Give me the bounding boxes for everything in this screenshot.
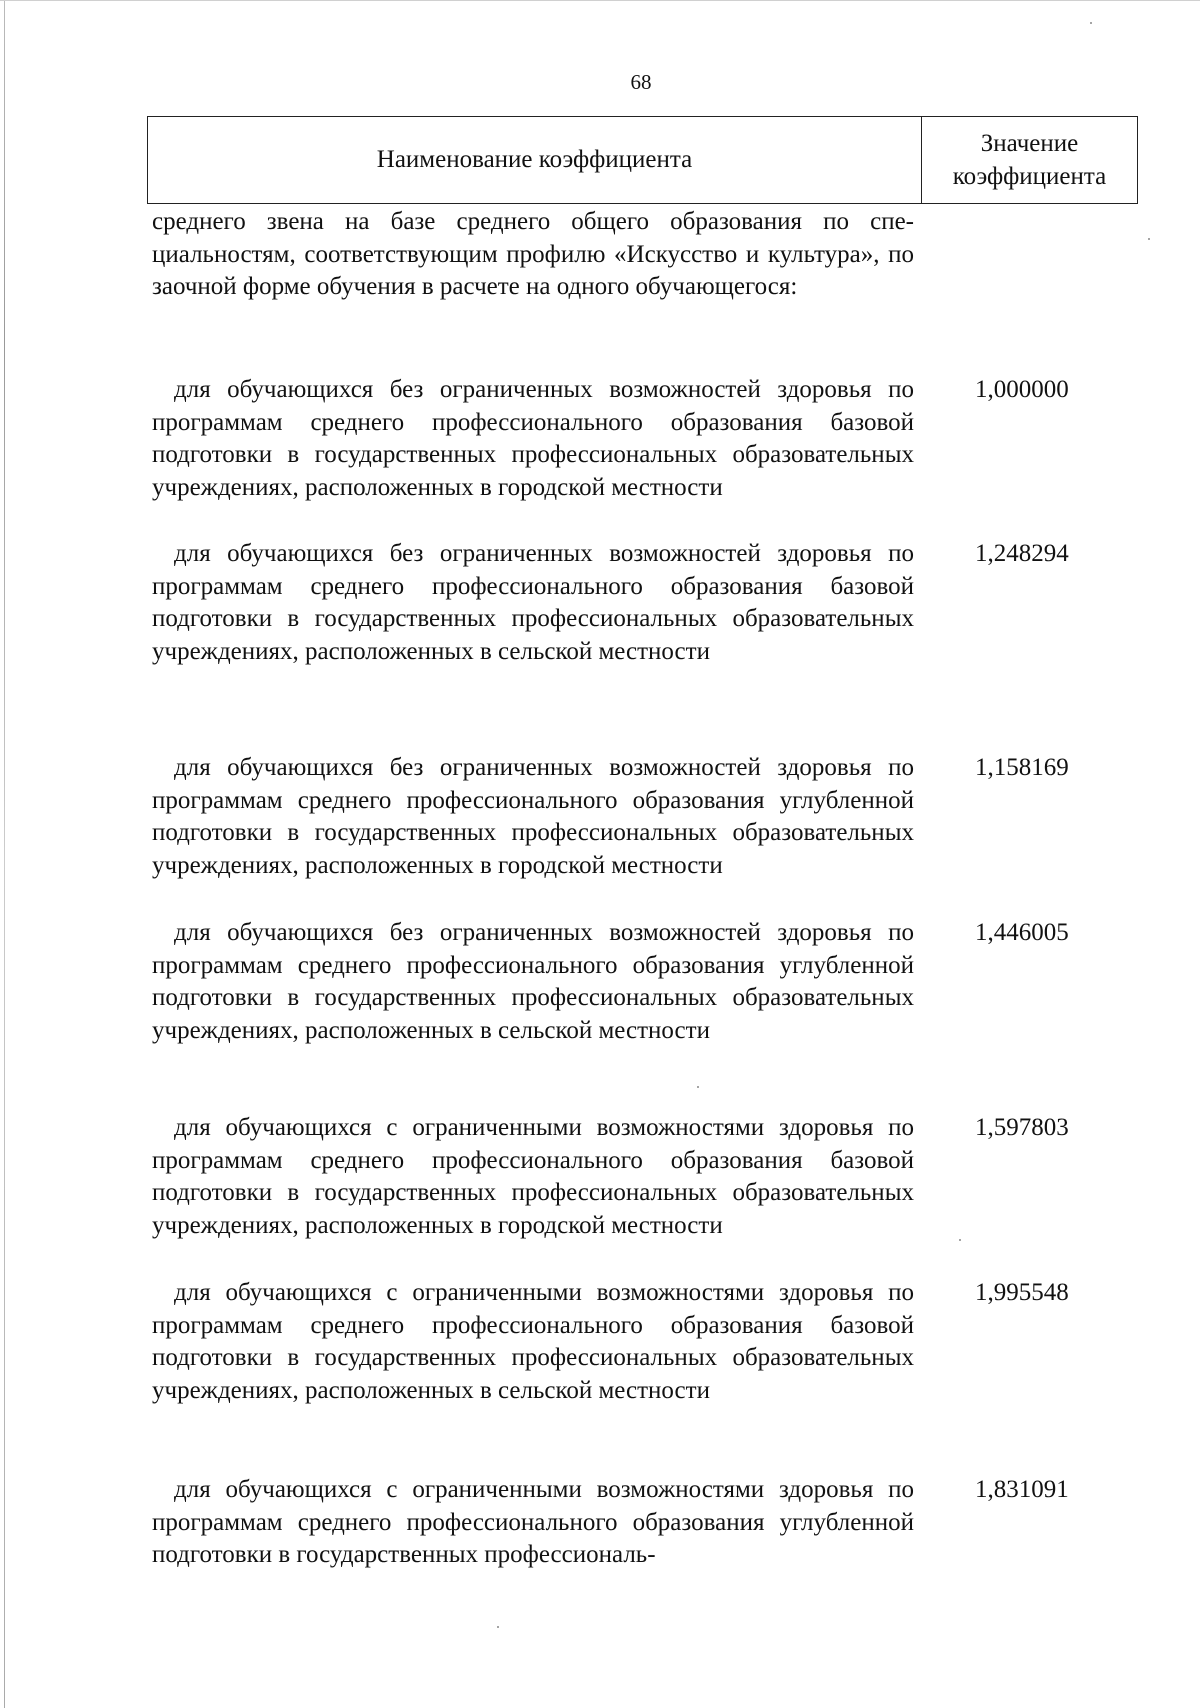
- coefficient-value-7: 1,831091: [975, 1476, 1069, 1503]
- scan-speck: [497, 1626, 499, 1628]
- coefficient-value-1: 1,000000: [975, 376, 1069, 403]
- coefficient-value-2: 1,248294: [975, 540, 1069, 567]
- scan-speck: [1148, 238, 1150, 240]
- scan-edge-top: [0, 0, 1200, 1]
- coefficient-description-2: для обучающихся без ограниченных возможностей здоровья по программам среднего профессионального образования базовой подготовки в государственных профессиональных образовательных учреждениях, расположенных в сельской местности: [152, 540, 914, 665]
- coefficient-description-6: для обучающихся с ограниченными возможностями здоровья по программам среднего профессионального образования базовой подготовки в государственных профессиональных образовательных учреждениях, расположенных в сельской местности: [152, 1279, 914, 1404]
- coefficient-description-4: для обучающихся без ограниченных возможностей здоровья по программам среднего профессионального образования углубленной подготовки в государственных профессиональных образовательных учреждениях, расположенных в сельской местности: [152, 919, 914, 1044]
- coefficient-description-1: для обучающихся без ограниченных возможностей здоровья по программам среднего профессионального образования базовой подготовки в государственных профессиональных образовательных учреждениях, расположенных в городской местности: [152, 376, 914, 501]
- intro-paragraph: среднего звена на базе среднего общего образования по специальностям, соответствующим профилю «Искусство и культура», по заочной форме обучения в расчете на одного обучающегося:: [152, 208, 914, 301]
- coefficient-description-7: для обучающихся с ограниченными возможностями здоровья по программам среднего профессионального образования углубленной подготовки в государственных профессиональ-: [152, 1476, 914, 1569]
- coefficient-value-3: 1,158169: [975, 754, 1069, 781]
- coefficient-description-5: для обучающихся с ограниченными возможностями здоровья по программам среднего профессионального образования базовой подготовки в государственных профессиональных образовательных учреждениях, расположенных в городской местности: [152, 1114, 914, 1239]
- coefficient-value-4: 1,446005: [975, 919, 1069, 946]
- coefficient-description-3: для обучающихся без ограниченных возможностей здоровья по программам среднего профессионального образования углубленной подготовки в государственных профессиональных образовательных учреждениях, расположенных в городской местности: [152, 754, 914, 879]
- scan-speck: [959, 1239, 961, 1241]
- page-number: 68: [630, 70, 652, 94]
- coefficient-value-6: 1,995548: [975, 1279, 1069, 1306]
- header-value-column: Значение коэффициента: [952, 130, 1107, 190]
- header-name-column: Наименование коэффициента: [148, 117, 922, 203]
- scan-speck: [697, 1086, 699, 1088]
- table-header: [147, 116, 1138, 204]
- coefficient-value-5: 1,597803: [975, 1114, 1069, 1141]
- scan-edge: [4, 0, 5, 1708]
- scan-speck: [1090, 22, 1092, 24]
